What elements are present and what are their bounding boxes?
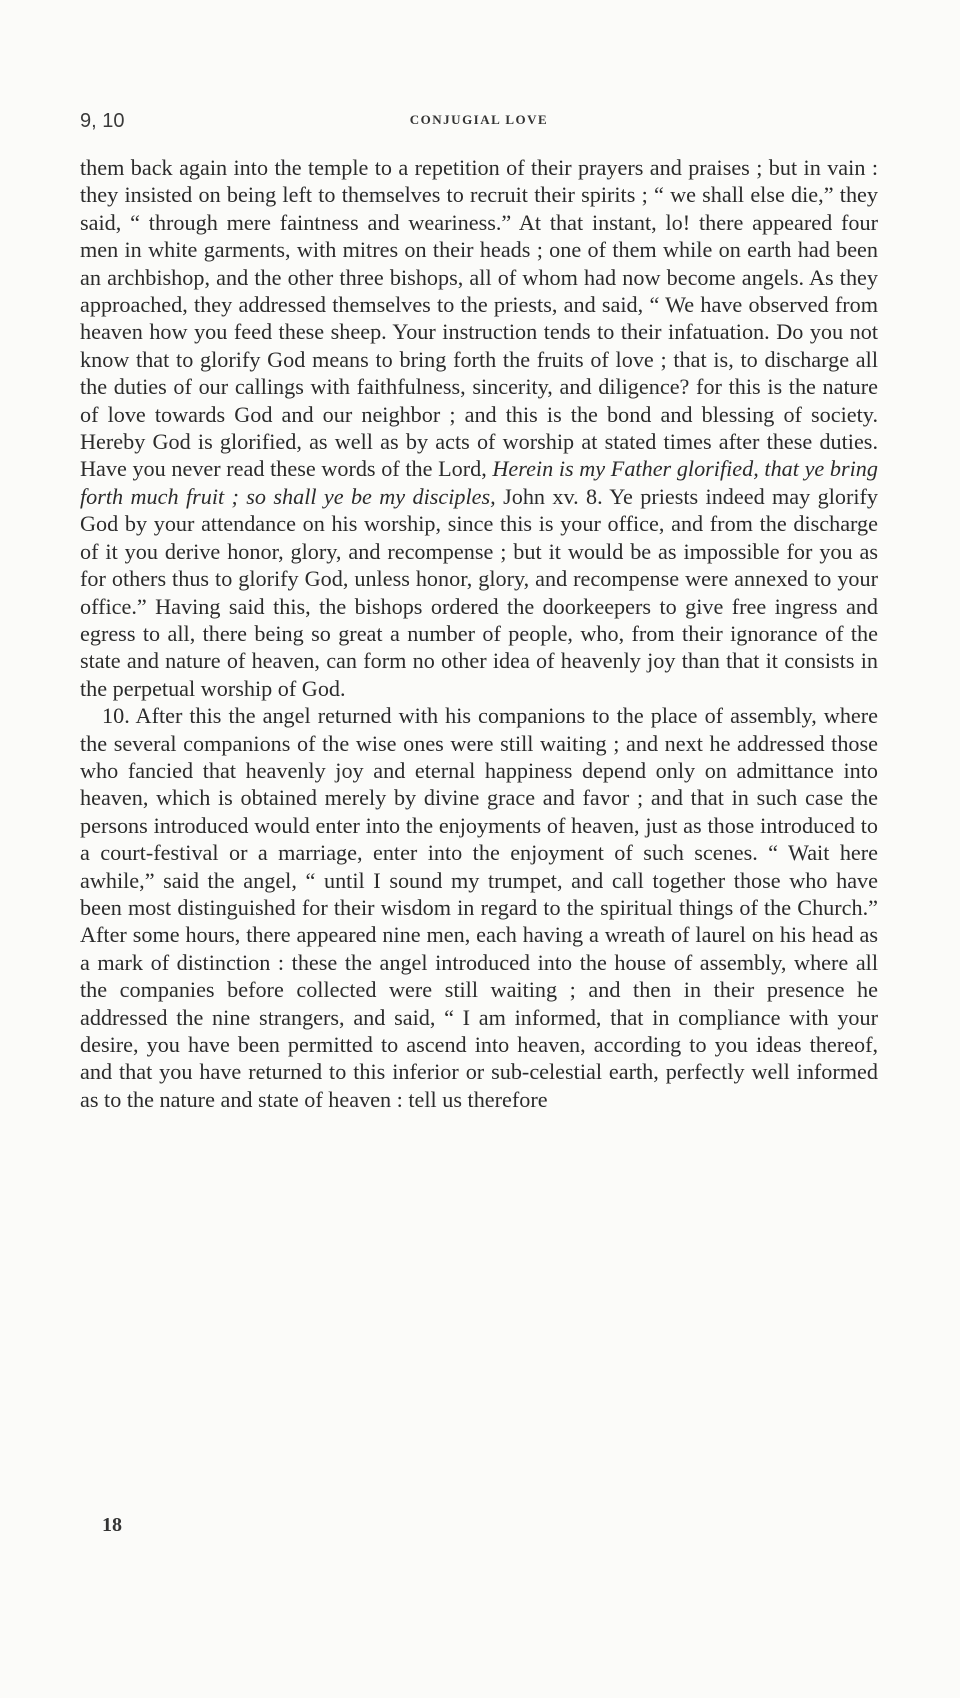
page-header [80, 110, 878, 140]
page-numbers: 9, 10 [80, 110, 125, 132]
body-text [80, 154, 878, 1113]
paragraph-1-text-b: John xv. 8. Ye priests indeed may glorify God by your attendance on his worship, since this is your office, and from the discharge of it you derive honor, glory, and recompense ; but it would be as impossible for you as for others thus to glorify God, unless honor, glory, and recompense were annexed to your office.” Having said this, the bishops ordered the doorkeepers to give free ingress and egress to all, there being so great a number of people, who, from their ignorance of the state and nature of heaven, can form no other idea of heavenly joy than that it consists in the perpetual worship of God. [80, 483, 878, 701]
paragraph-10: 10. After this the angel returned with his companions to the place of assembly, where the several companions of the wise ones were still waiting ; and next he addressed those who fancied that heavenly joy and eternal happiness depend only on admittance into heaven, which is obtained merely by divine grace and favor ; and that in such case the persons introduced would enter into the enjoyments of heaven, just as those introduced to a court-festival or a marriage, enter into the enjoyment of such scenes. “ Wait here awhile,” said the angel, “ until I sound my trumpet, and call together those who have been most distinguished for their wisdom in regard to the spiritual things of the Church.” After some hours, there appeared nine men, each having a wreath of laurel on his head as a mark of distinction : these the angel introduced into the house of assembly, where all the companies before collected were still waiting ; and then in their presence he addressed the nine strangers, and said, “ I am informed, that in compliance with your desire, you have been permitted to ascend into heaven, according to you ideas thereof, and that you have returned to this inferior or sub-celestial earth, perfectly well informed as to the nature and state of heaven : tell us therefore [80, 703, 878, 1112]
signature-mark: 18 [102, 1514, 122, 1536]
paragraph-continued [80, 154, 878, 702]
scripture-quote: Herein is my Father glorified, that ye bring forth much fruit ; so shall ye be my disciples, [80, 456, 878, 509]
running-head: CONJUGIAL LOVE [409, 112, 549, 127]
paragraph-1-text-a: them back again into the temple to a repetition of their prayers and praises ; but in vain : they insisted on being left to themselves to recruit their spirits ; “ we shall else die,” they said, “ through mere faintness and weariness.” At that instant, lo! there appeared four men in white garments, with mitres on their heads ; one of them while on earth had been an archbishop, and the other three bishops, all of whom had now become angels. As they approached, they addressed themselves to the priests, and said, “ We have observed from heaven how you feed these sheep. Your instruction tends to their infatuation. Do you not know that to glorify God means to bring forth the fruits of love ; that is, to discharge all the duties of our callings with faithfulness, sincerity, and diligence? for this is the nature of love towards God and our neighbor ; and this is the bond and blessing of society. Hereby God is glorified, as well as by acts of worship at stated times after these duties. Have you never read these words of the Lord, [80, 155, 878, 482]
